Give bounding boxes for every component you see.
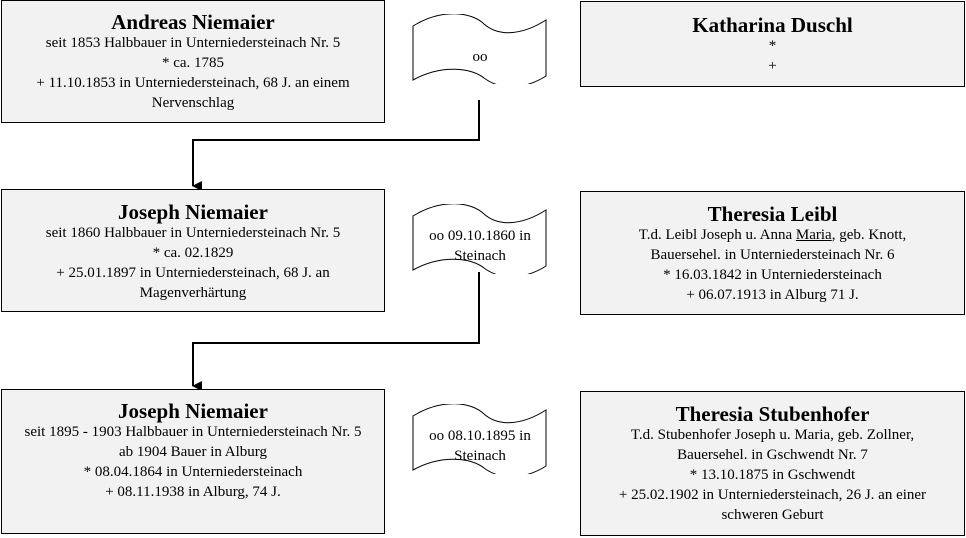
marriage-detail: oo 08.10.1895 <box>429 428 516 444</box>
person-detail: seit 1860 Halbbauer in Unterniedersteinach Nr. 5 <box>45 225 341 241</box>
person-detail: + 25.01.1897 in Unterniedersteinach, 68 J. an Magenverhärtung <box>56 265 330 301</box>
person-name: Andreas Niemaier <box>111 10 275 34</box>
person-detail: * 16.03.1842 in Unterniedersteinach <box>663 267 882 283</box>
marriage-detail: in Steinach <box>454 228 531 264</box>
person-detail: + 11.10.1853 in Unterniedersteinach, 68 J. an einem Nervenschlag <box>36 75 350 111</box>
person-detail: + 08.11.1938 in Alburg, 74 J. <box>105 484 281 500</box>
marriage-detail: oo 09.10.1860 <box>429 228 516 244</box>
person-name: Katharina Duschl <box>692 13 853 37</box>
person-box-katharina-duschl <box>580 1 965 87</box>
person-name: Joseph Niemaier <box>118 399 268 423</box>
person-name: Theresia Leibl <box>707 202 838 226</box>
person-detail: * <box>768 38 777 54</box>
person-detail: + 06.07.1913 in Alburg 71 J. <box>686 287 859 303</box>
person-detail: + 25.02.1902 in Unterniedersteinach, 26 J. an einer schweren Geburt <box>618 487 927 523</box>
person-detail: * ca. 1785 <box>161 55 225 71</box>
person-detail: + <box>768 58 777 74</box>
person-box-theresia-stubenhofer <box>580 391 965 536</box>
person-detail: seit 1853 Halbbauer in Unterniedersteinach Nr. 5 <box>45 35 341 51</box>
person-box-theresia-leibl <box>580 191 965 315</box>
marriage-banner <box>412 204 548 274</box>
marriage-banner <box>412 14 548 84</box>
person-box-andreas-niemaier <box>1 0 385 123</box>
marriage-banner <box>412 404 548 474</box>
person-box-joseph-niemaier-1829 <box>1 189 385 312</box>
person-detail: * ca. 02.1829 <box>152 245 234 261</box>
person-box-joseph-niemaier-1864 <box>1 389 385 534</box>
person-detail: T.d. Leibl Joseph u. Anna Maria, geb. Knott, <box>638 227 907 243</box>
person-name: Joseph Niemaier <box>118 200 268 224</box>
person-detail: T.d. Stubenhofer Joseph u. Maria, geb. Zollner, Bauersehel. in Gschwendt Nr. 7 <box>630 427 915 463</box>
marriage-detail: oo <box>472 49 488 65</box>
person-detail: * 13.10.1875 in Gschwendt <box>689 467 856 483</box>
person-detail: * 08.04.1864 in Unterniedersteinach <box>83 464 303 480</box>
person-detail: Bauersehel. in Unterniedersteinach Nr. 6 <box>650 247 895 263</box>
person-detail: ab 1904 Bauer in Alburg <box>118 444 268 460</box>
marriage-detail: in Steinach <box>454 428 531 464</box>
person-detail: seit 1895 - 1903 Halbbauer in Unterniedersteinach Nr. 5 <box>24 424 362 440</box>
person-name: Theresia Stubenhofer <box>675 402 870 426</box>
